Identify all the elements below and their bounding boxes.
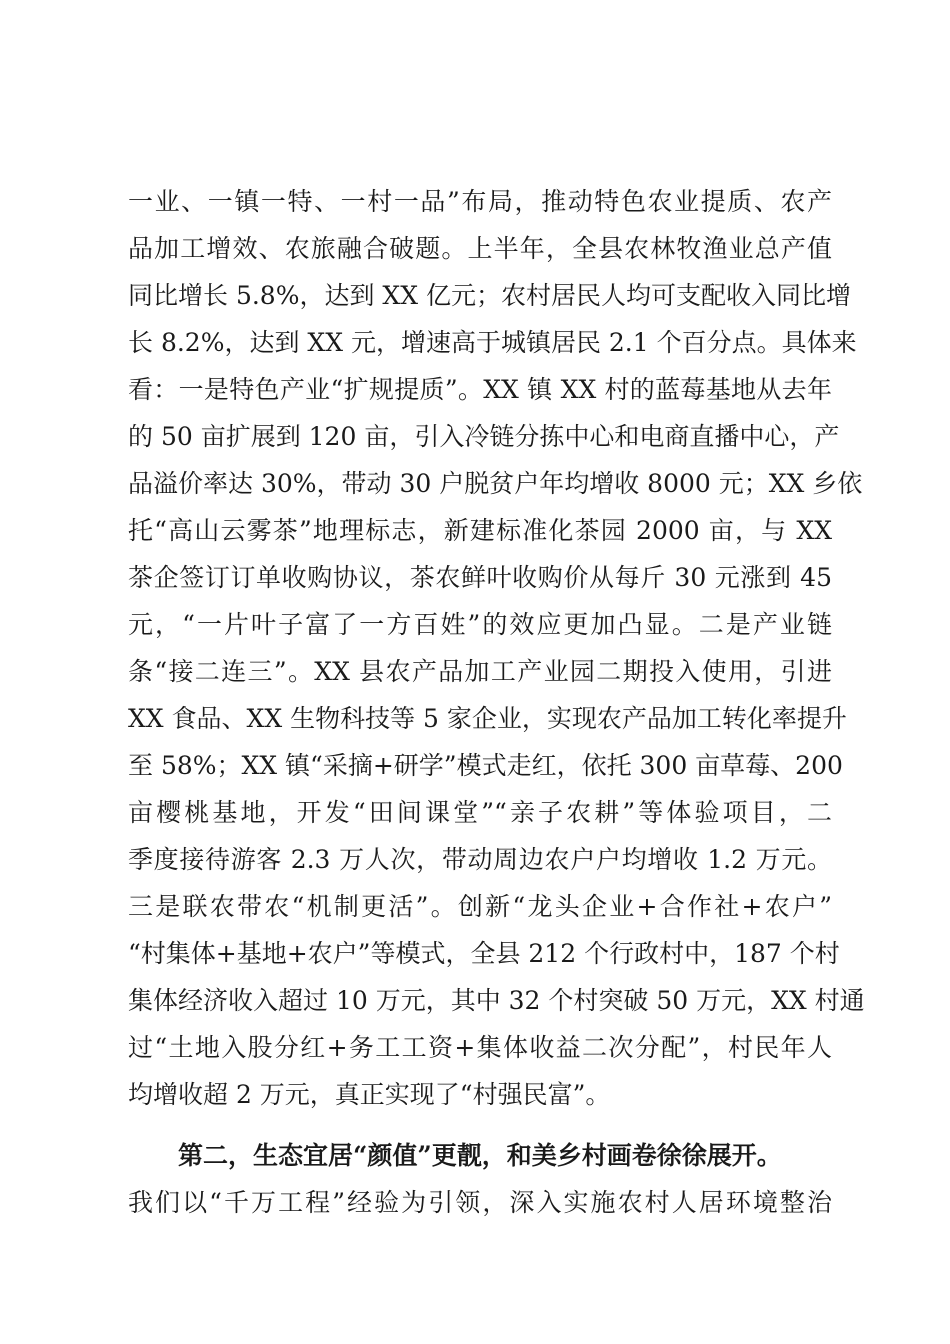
body-line: 品加工增效、农旅融合破题。上半年，全县农林牧渔业总产值 [128,234,832,263]
body-line: 三是联农带农“机制更活”。创新“龙头企业+合作社+农户” [128,892,832,921]
body-line: 长 8.2%，达到 XX 元，增速高于城镇居民 2.1 个百分点。具体来 [128,328,857,357]
body-line: 过“土地入股分红+务工工资+集体收益二次分配”，村民年人 [128,1033,832,1062]
body-line: “村集体+基地+农户”等模式，全县 212 个行政村中，187 个村 [128,939,840,968]
body-line: 看：一是特色产业“扩规提质”。XX 镇 XX 村的蓝莓基地从去年 [128,375,832,404]
body-line: 的 50 亩扩展到 120 亩，引入冷链分拣中心和电商直播中心，产 [128,422,840,451]
body-line: 至 58%；XX 镇“采摘+研学”模式走红，依托 300 亩草莓、200 [128,751,843,780]
body-line: 茶企签订订单收购协议，茶农鲜叶收购价从每斤 30 元涨到 45 [128,563,832,592]
body-line: 条“接二连三”。XX 县农产品加工产业园二期投入使用，引进 [128,657,832,686]
body-line: 元，“一片叶子富了一方百姓”的效应更加凸显。二是产业链 [128,610,832,639]
body-line: 同比增长 5.8%，达到 XX 亿元；农村居民人均可支配收入同比增 [128,281,851,310]
body-line: 季度接待游客 2.3 万人次，带动周边农户户均增收 1.2 万元。 [128,845,832,874]
document-body [128,178,865,1226]
body-line: 我们以“千万工程”经验为引领，深入实施农村人居环境整治 [128,1188,832,1217]
body-line: 一业、一镇一特、一村一品”布局，推动特色农业提质、农产 [128,187,832,216]
body-line: XX 食品、XX 生物科技等 5 家企业，实现农产品加工转化率提升 [128,704,847,733]
body-line: 均增收超 2 万元，真正实现了“村强民富”。 [128,1080,611,1109]
body-line: 托“高山云雾茶”地理标志，新建标准化茶园 2000 亩，与 XX [128,516,832,545]
paragraph-spacer [128,1118,832,1132]
section-heading: 第二，生态宜居“颜值”更靓，和美乡村画卷徐徐展开。 [178,1141,782,1170]
body-line: 亩樱桃基地，开发“田间课堂”“亲子农耕”等体验项目，二 [128,798,832,827]
body-line: 品溢价率达 30%，带动 30 户脱贫户年均增收 8000 元；XX 乡依 [128,469,863,498]
body-line: 集体经济收入超过 10 万元，其中 32 个村突破 50 万元，XX 村通 [128,986,865,1015]
